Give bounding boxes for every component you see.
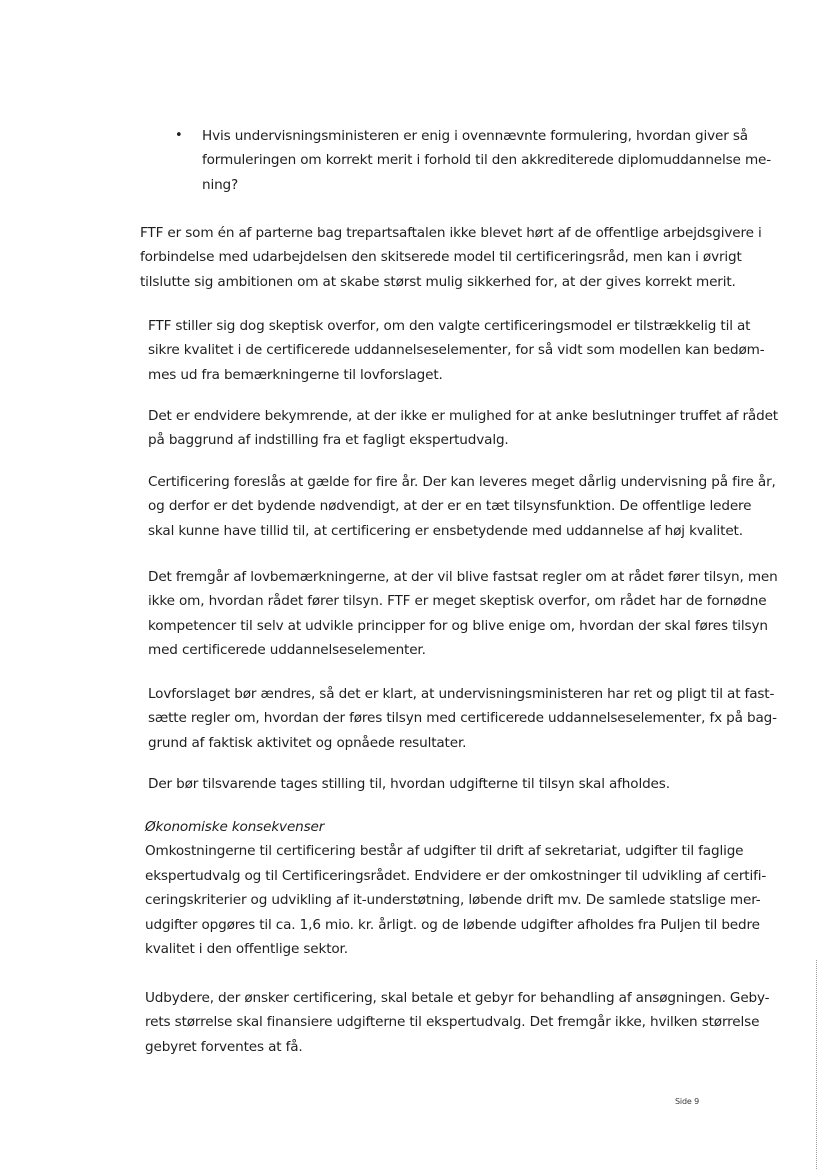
paragraph-2	[148, 314, 764, 387]
text-line: ceringskriterier og udvikling af it-understøtning, løbende drift mv. De samlede statslige mer-	[145, 892, 761, 909]
paragraph-5	[148, 565, 778, 663]
text-line: med certificerede uddannelseselementer.	[148, 642, 426, 659]
paragraph-1	[140, 221, 762, 294]
paragraph-3	[148, 404, 778, 453]
text-line: Der bør tilsvarende tages stilling til, hvordan udgifterne til tilsyn skal afholdes.	[148, 776, 670, 792]
text-line: Det fremgår af lovbemærkningerne, at der vil blive fastsat regler om at rådet fører tilsyn, men	[148, 569, 778, 585]
bullet-line: ning?	[202, 176, 239, 193]
text-line: rets størrelse skal finansiere udgifterne til ekspertudvalg. Det fremgår ikke, hvilken størrelse	[145, 1014, 760, 1031]
page-number: Side 9	[675, 1097, 700, 1106]
text-line: sætte regler om, hvordan der føres tilsyn med certificerede uddannelseselementer, fx på bag-	[148, 710, 777, 727]
bullet-line: Hvis undervisningsministeren er enig i ovennævnte formulering, hvordan giver så	[202, 128, 748, 144]
closing-paragraph	[145, 986, 769, 1059]
text-line: ekspertudvalg og til Certificeringsrådet. Endvidere er der omkostninger til udvikling af certifi-	[145, 867, 767, 884]
text-line: forbindelse med udarbejdelsen den skitserede model til certificeringsråd, men kan i øvrigt	[140, 249, 742, 266]
text-line: mes ud fra bemærkningerne til lovforslaget.	[148, 366, 443, 383]
text-line: grund af faktisk aktivitet og opnåede resultater.	[148, 734, 467, 751]
bullet-marker: •	[175, 128, 183, 143]
text-line: Certificering foreslås at gælde for fire år. Der kan leveres meget dårlig undervisning på fire år,	[148, 474, 776, 490]
text-line: Udbydere, der ønsker certificering, skal betale et gebyr for behandling af ansøgningen. Geby-	[145, 990, 770, 1006]
text-line: kompetencer til selv at udvikle principper for og blive enige om, hvordan der skal føres tilsyn	[148, 617, 768, 634]
bullet-item	[202, 124, 771, 197]
section-economic	[145, 815, 766, 961]
text-line: FTF er som én af parterne bag trepartsaftalen ikke blevet hørt af de offentlige arbejdsgivere i	[140, 225, 762, 241]
text-line: gebyret forventes at få.	[145, 1038, 303, 1055]
text-line: og derfor er det bydende nødvendigt, at der er en tæt tilsynsfunktion. De offentlige ledere	[148, 498, 752, 515]
paragraph-4	[148, 470, 776, 543]
text-line: FTF stiller sig dog skeptisk overfor, om den valgte certificeringsmodel er tilstrækkelig til at	[148, 318, 751, 334]
bullet-line: formuleringen om korrekt merit i forhold til den akkrediterede diplomuddannelse me-	[202, 152, 772, 169]
text-line: ikke om, hvordan rådet fører tilsyn. FTF er meget skeptisk overfor, om rådet har de fornødne	[148, 593, 767, 610]
text-line: tilslutte sig ambitionen om at skabe størst mulig sikkerhed for, at der gives korrekt merit.	[140, 273, 736, 290]
scan-edge-divider	[816, 960, 817, 1169]
text-line: på baggrund af indstilling fra et fagligt ekspertudvalg.	[148, 432, 509, 449]
text-line: udgifter opgøres til ca. 1,6 mio. kr. årligt. og de løbende udgifter afholdes fra Puljen til bedre	[145, 916, 760, 933]
text-line: Omkostningerne til certificering består af udgifter til drift af sekretariat, udgifter til faglige	[145, 843, 744, 860]
text-line: sikre kvalitet i de certificerede uddannelseselementer, for så vidt som modellen kan bedøm-	[148, 342, 765, 359]
section-heading: Økonomiske konsekvenser	[145, 819, 325, 835]
paragraph-6	[148, 682, 777, 755]
paragraph-7	[148, 772, 670, 796]
text-line: skal kunne have tillid til, at certificering er ensbetydende med uddannelse af høj kvalitet.	[148, 522, 743, 539]
text-line: Det er endvidere bekymrende, at der ikke er mulighed for at anke beslutninger truffet af rådet	[148, 408, 778, 424]
text-line: kvalitet i den offentlige sektor.	[145, 941, 348, 958]
text-line: Lovforslaget bør ændres, så det er klart, at undervisningsministeren har ret og pligt til at fast-	[148, 686, 775, 702]
